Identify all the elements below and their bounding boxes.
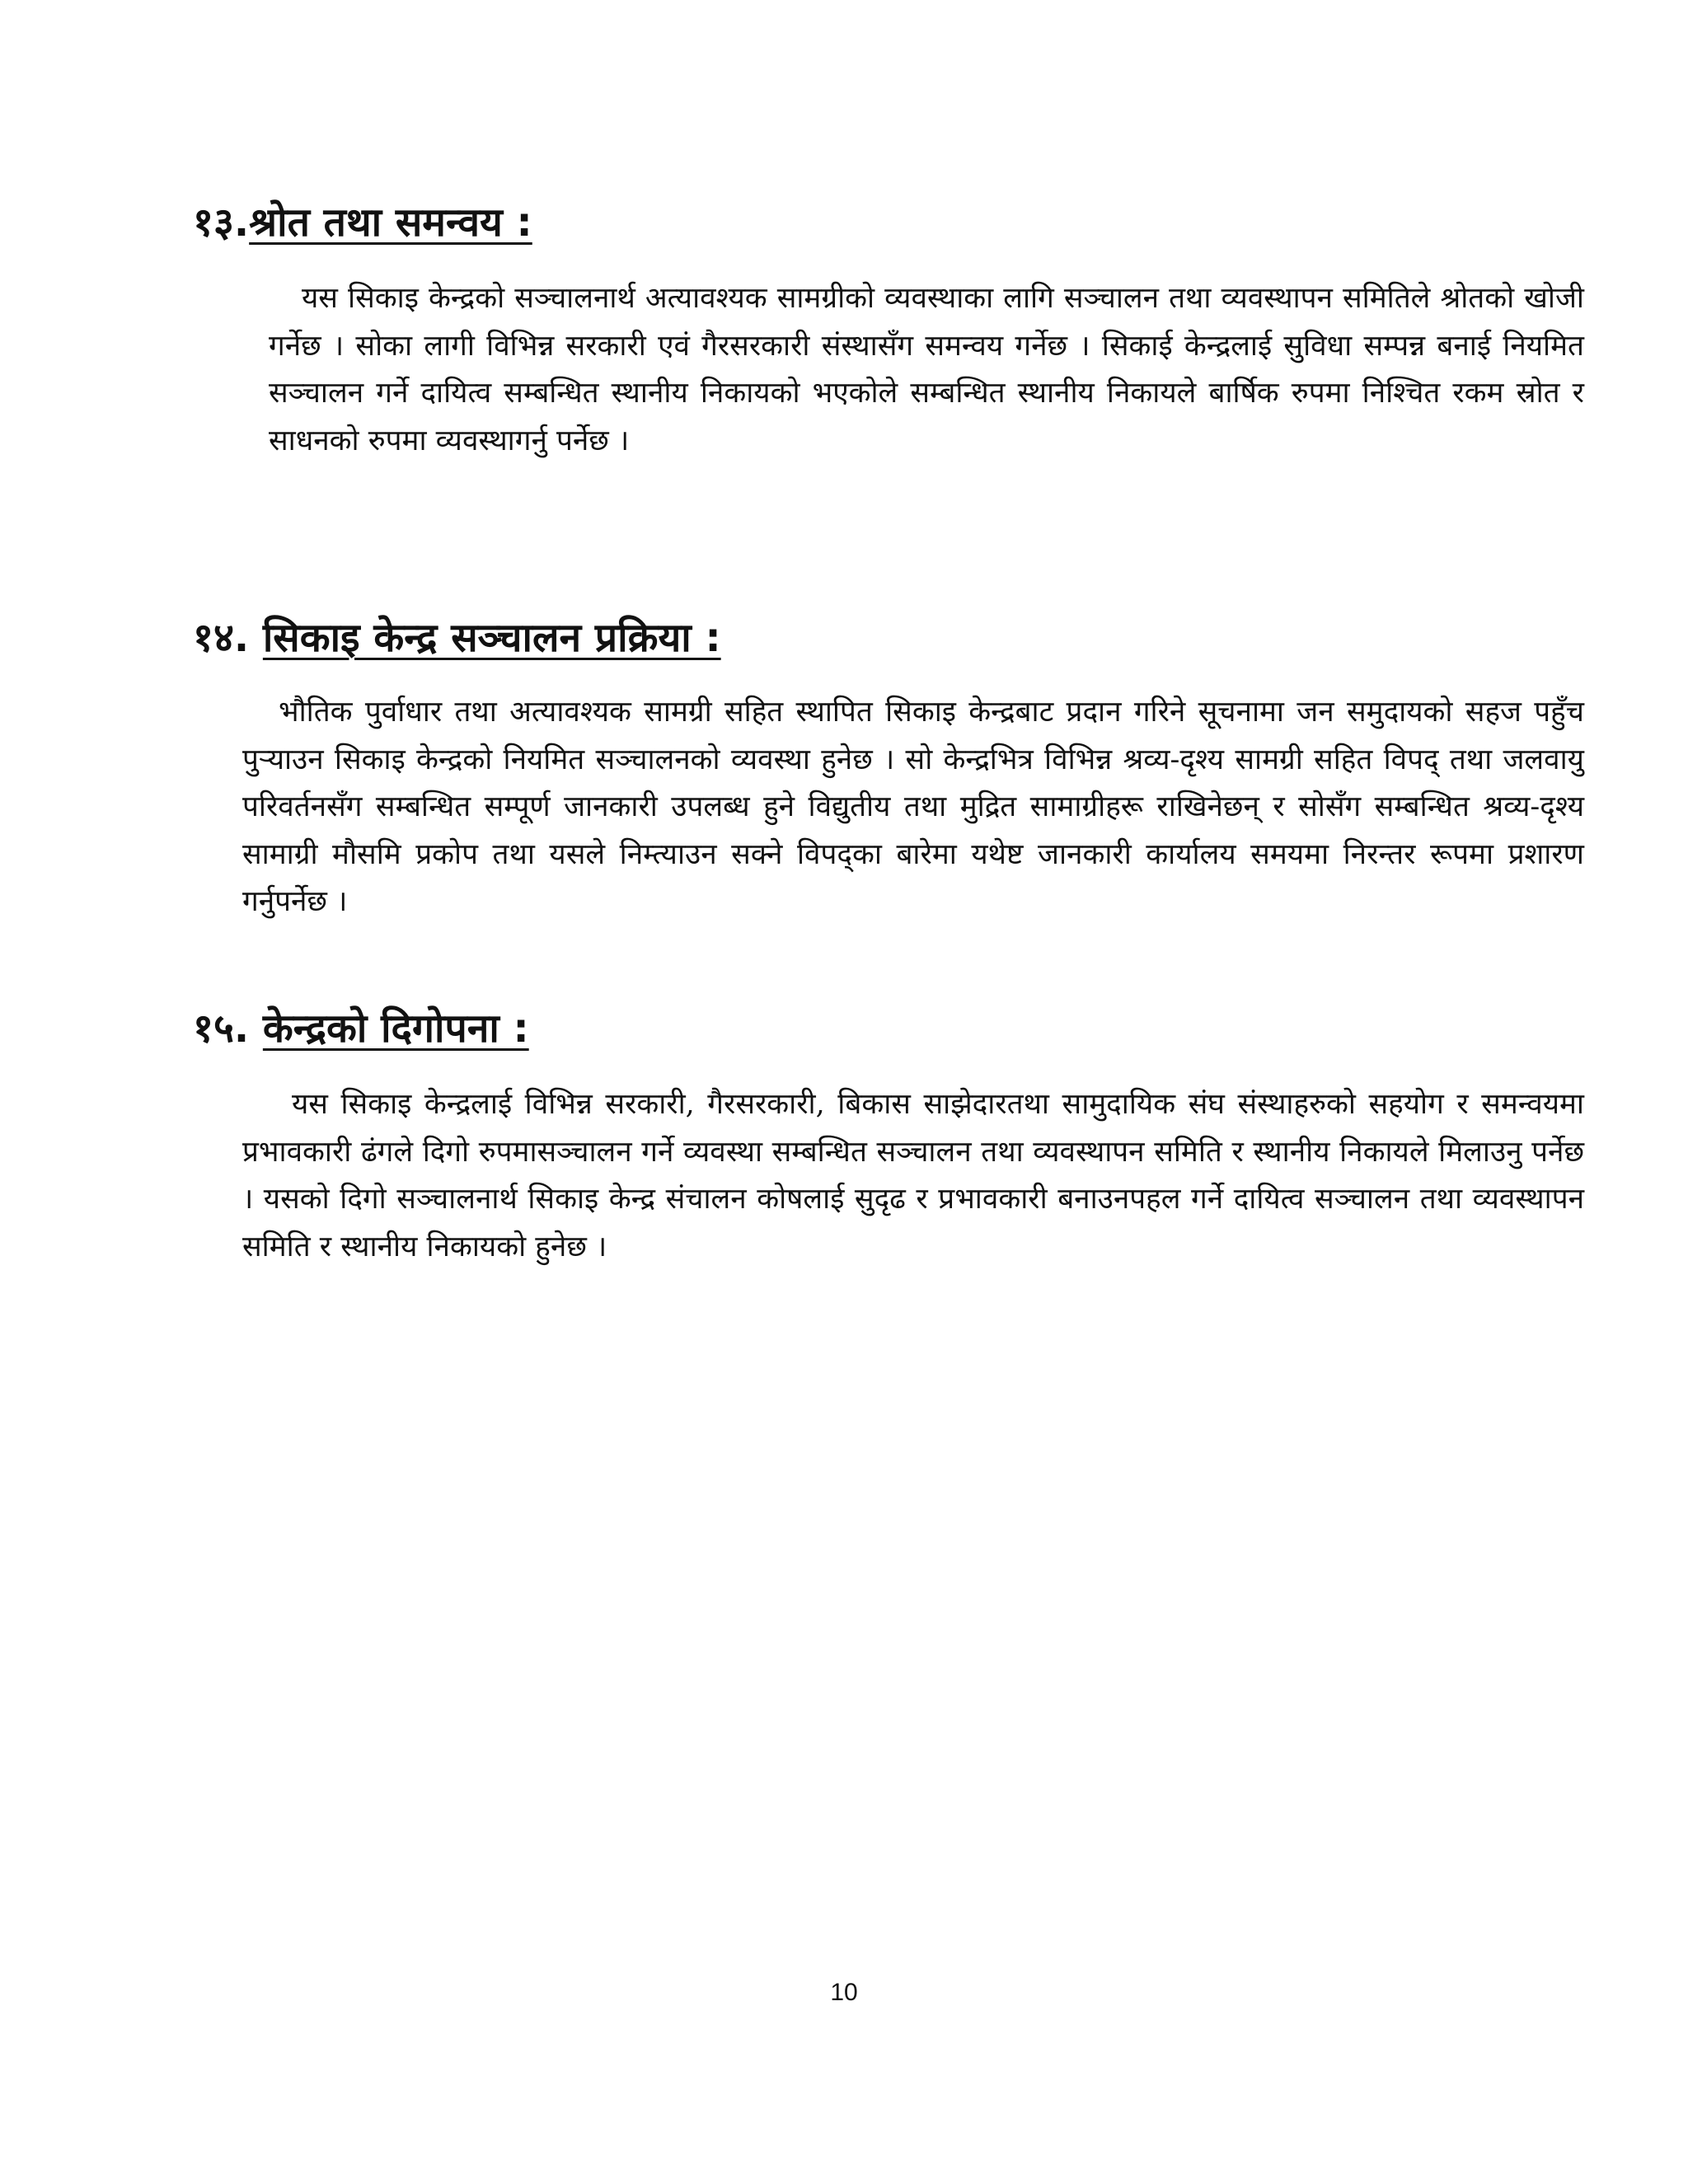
section-14-heading	[193, 612, 721, 664]
section-15-body: यस सिकाइ केन्द्रलाई विभिन्न सरकारी, गैरसरकारी, बिकास साझेदारतथा सामुदायिक संघ संस्थाहरुको सहयोग र समन्वयमा प्रभावकारी ढंगले दिगो रुपमासञ्चालन गर्ने व्यवस्था सम्बन्धित सञ्चालन तथा व्यवस्थापन समिति र स्थानीय निकायले मिलाउनु पर्नेछ । यसको दिगो सञ्चालनार्थ सिकाइ केन्द्र संचालन कोषलाई सुदृढ र प्रभावकारी बनाउनपहल गर्ने दायित्व सञ्चालन तथा व्यवस्थापन समिति र स्थानीय निकायको हुनेछ ।	[242, 1088, 1584, 1263]
page-number: 10	[830, 1979, 858, 2006]
section-title: श्रोत तथा समन्वय :	[249, 199, 532, 246]
section-number: १५.	[193, 1005, 263, 1052]
section-13-heading	[193, 196, 532, 249]
section-15-heading	[193, 1002, 529, 1055]
section-heading	[193, 612, 721, 664]
section-heading	[193, 1002, 529, 1055]
section-title: सिकाइ केन्द्र सञ्चालन प्रक्रिया :	[262, 615, 721, 661]
section-title: केन्द्रको दिगोपना :	[262, 1005, 529, 1052]
section-13-body: यस सिकाइ केन्द्रको सञ्चालनार्थ अत्यावश्यक सामग्रीको व्यवस्थाका लागि सञ्चालन तथा व्यवस्थापन समितिले श्रोतको खोजी गर्नेछ । सोका लागी विभिन्न सरकारी एवं गैरसरकारी संस्थासँग समन्वय गर्नेछ । सिकाई केन्द्रलाई सुविधा सम्पन्न बनाई नियमित सञ्चालन गर्ने दायित्व सम्बन्धित स्थानीय निकायको भएकोले सम्बन्धित स्थानीय निकायले बार्षिक रुपमा निश्चित रकम स्रोत र साधनको रुपमा व्यवस्थागर्नु पर्नेछ ।	[269, 282, 1584, 457]
section-14-body: भौतिक पुर्वाधार तथा अत्यावश्यक सामग्री सहित स्थापित सिकाइ केन्द्रबाट प्रदान गरिने सूचनामा जन समुदायको सहज पहुँच पुऱ्याउन सिकाइ केन्द्रको नियमित सञ्चालनको व्यवस्था हुनेछ । सो केन्द्रभित्र विभिन्न श्रव्य-दृश्य सामग्री सहित विपद् तथा जलवायु परिवर्तनसँग सम्बन्धित सम्पूर्ण जानकारी उपलब्ध हुने विद्युतीय तथा मुद्रित सामाग्रीहरू राखिनेछन् र सोसँग सम्बन्धित श्रव्य-दृश्य सामाग्री मौसमि प्रकोप तथा यसले निम्त्याउन सक्ने विपद्का बारेमा यथेष्ट जानकारी कार्यालय समयमा निरन्तर रूपमा प्रशारण गर्नुपर्नेछ ।	[242, 696, 1584, 918]
section-number: १४.	[193, 615, 263, 661]
section-number: १३.	[193, 199, 250, 246]
section-heading	[193, 196, 532, 249]
